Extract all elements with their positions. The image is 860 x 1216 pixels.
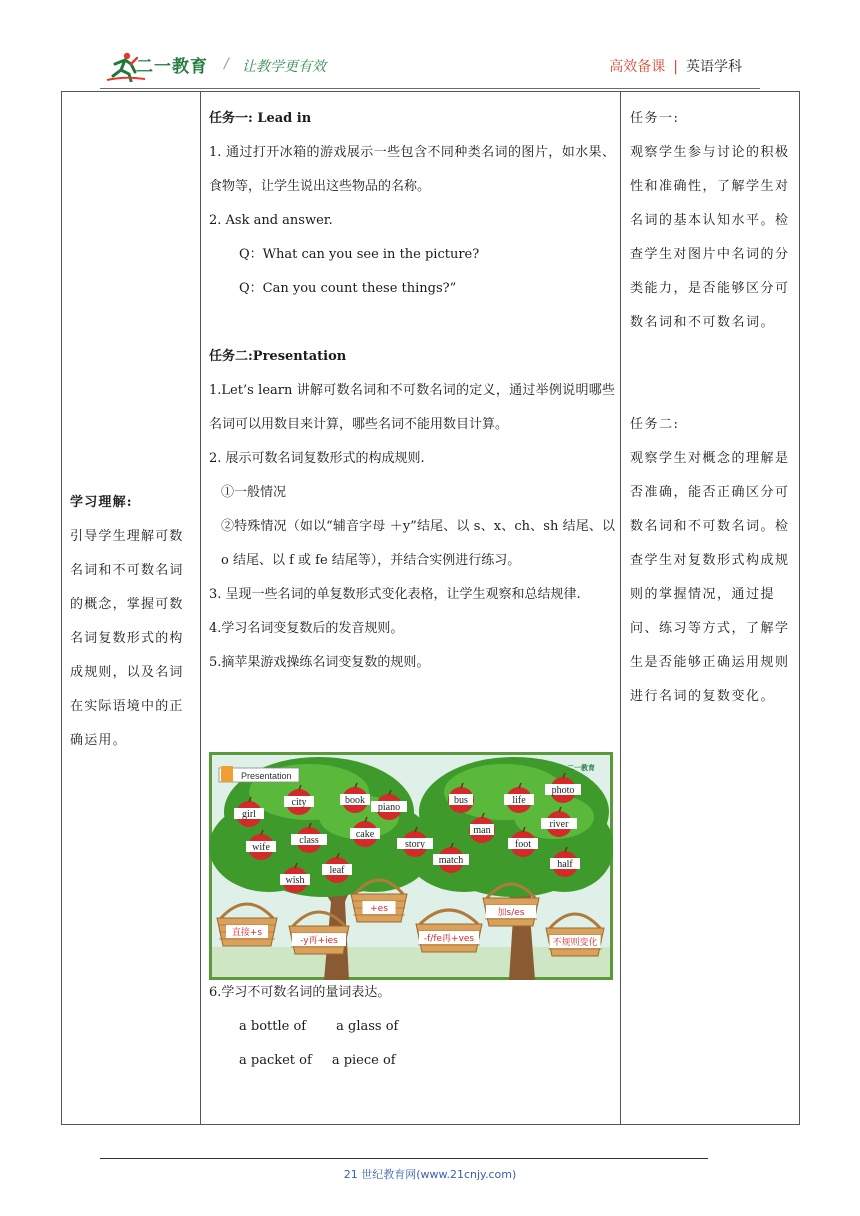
task2-step1: 1.Let’s learn 讲解可数名词和不可数名词的定义，通过举例说明哪些名词可以用数目来计算，哪些名词不能用数目计算。 [209, 383, 615, 432]
assessment-cell [630, 102, 794, 714]
assessment-task1-text: 观察学生参与讨论的积极性和准确性，了解学生对名词的基本认知水平。检查学生对图片中名词的分类能力，是否能够区分可数名词和不可数名词。 [630, 145, 790, 330]
apple-label: half [557, 859, 573, 870]
apple-label: wife [252, 842, 270, 853]
quantifier: a packet of [239, 1053, 312, 1068]
apple-label: piano [377, 802, 401, 813]
task1-step1: 1. 通过打开冰箱的游戏展示一些包含不同种类名词的图片，如水果、食物等，让学生说出这些物品的名称。 [209, 145, 615, 194]
spacer [209, 306, 615, 340]
header-subject: 英语学科 [686, 59, 742, 75]
apple-label: man [473, 825, 491, 836]
header-rule [100, 88, 760, 89]
quantifier: a glass of [336, 1019, 399, 1034]
assessment-task1-title: 任务一: [630, 111, 680, 126]
ground [212, 947, 610, 977]
apple-label: leaf [329, 865, 345, 876]
column-divider [200, 92, 201, 1124]
task1-step2: 2. Ask and answer. [209, 213, 333, 228]
apple-label: city [291, 797, 307, 808]
header-divider: | [673, 59, 678, 75]
lesson-table [61, 91, 800, 1125]
slogan: 让教学更有效 [242, 59, 326, 75]
task1-title: 任务一: Lead in [209, 111, 312, 126]
footer-rule [100, 1158, 708, 1159]
apple-label: match [438, 855, 464, 866]
task1-question1: Q：What can you see in the picture? [239, 247, 480, 262]
quantifier-row-1 [209, 1010, 615, 1044]
tag-icon [221, 766, 233, 782]
apple-label: photo [551, 785, 575, 796]
basket-label: -f/fe再+ves [423, 934, 475, 944]
objective-text: 引导学生理解可数名词和不可数名词的概念，掌握可数名词复数形式的构成规则，以及名词在实际语境中的正确运用。 [70, 529, 184, 748]
apple-label: wish [285, 875, 305, 886]
task2-title: 任务二:Presentation [209, 349, 347, 364]
task2-step6: 6.学习不可数名词的量词表达。 [209, 985, 391, 1000]
quantifier: a piece of [331, 1053, 396, 1068]
apple-label: bus [454, 795, 468, 806]
task1-question2: Q：Can you count these things?” [239, 281, 457, 296]
logo-text: 二一教育 [136, 57, 208, 77]
header-category: 高效备课 [609, 59, 666, 75]
task2-step3: 3. 呈现一些名词的单复数形式变化表格，让学生观察和总结规律. [209, 587, 581, 602]
column-divider [620, 92, 621, 1124]
apple-tree-game-image [209, 752, 613, 980]
spacer [630, 374, 794, 408]
basket-label: 不规则变化 [552, 938, 598, 948]
task2-step2b: ②特殊情况（如以“辅音字母 ＋y”结尾、以 s、x、ch、sh 结尾、以 o 结尾、以 f 或 fe 结尾等），并结合实例进行练习。 [221, 519, 615, 568]
apple-label: river [549, 819, 569, 830]
spacer [630, 340, 794, 374]
apple-label: book [345, 795, 365, 806]
picture-logo: 二一教育 [567, 764, 595, 772]
apple-label: foot [514, 839, 532, 850]
header-right [609, 56, 742, 76]
quantifier: a bottle of [239, 1019, 307, 1034]
page-header [100, 46, 760, 86]
apple-label: class [299, 835, 319, 846]
task2-step2: 2. 展示可数名词复数形式的构成规则. [209, 451, 425, 466]
apple-label: life [512, 795, 526, 806]
footer-text: 21 世纪教育网(www.21cnjy.com) [343, 1168, 517, 1181]
basket-label: -y再+ies [300, 936, 338, 946]
presentation-tag-text: Presentation [241, 771, 292, 781]
quantifier-row-2 [209, 1044, 615, 1078]
basket-label: 加s/es [497, 908, 525, 918]
task2-step5: 5.摘苹果游戏操练名词变复数的规则。 [209, 655, 430, 670]
basket-label: +es [370, 904, 388, 914]
apple-label: cake [355, 829, 375, 840]
task2-step2a: ①一般情况 [221, 485, 287, 500]
slogan-separator: / [224, 56, 229, 72]
objective-cell [70, 486, 194, 758]
assessment-task2-title: 任务二: [630, 417, 680, 432]
assessment-task2-text: 观察学生对概念的理解是否准确，能否正确区分可数名词和不可数名词。检查学生对复数形式构成规则的掌握情况，通过提问、练习等方式，了解学生是否能够正确运用规则进行名词的复数变化。 [630, 451, 790, 704]
apple-label: girl [242, 809, 256, 820]
objective-title: 学习理解: [70, 495, 133, 510]
apple-label: story [405, 839, 425, 850]
task2-step4: 4.学习名词变复数后的发音规则。 [209, 621, 404, 636]
basket-label: 直接+s [231, 928, 263, 938]
